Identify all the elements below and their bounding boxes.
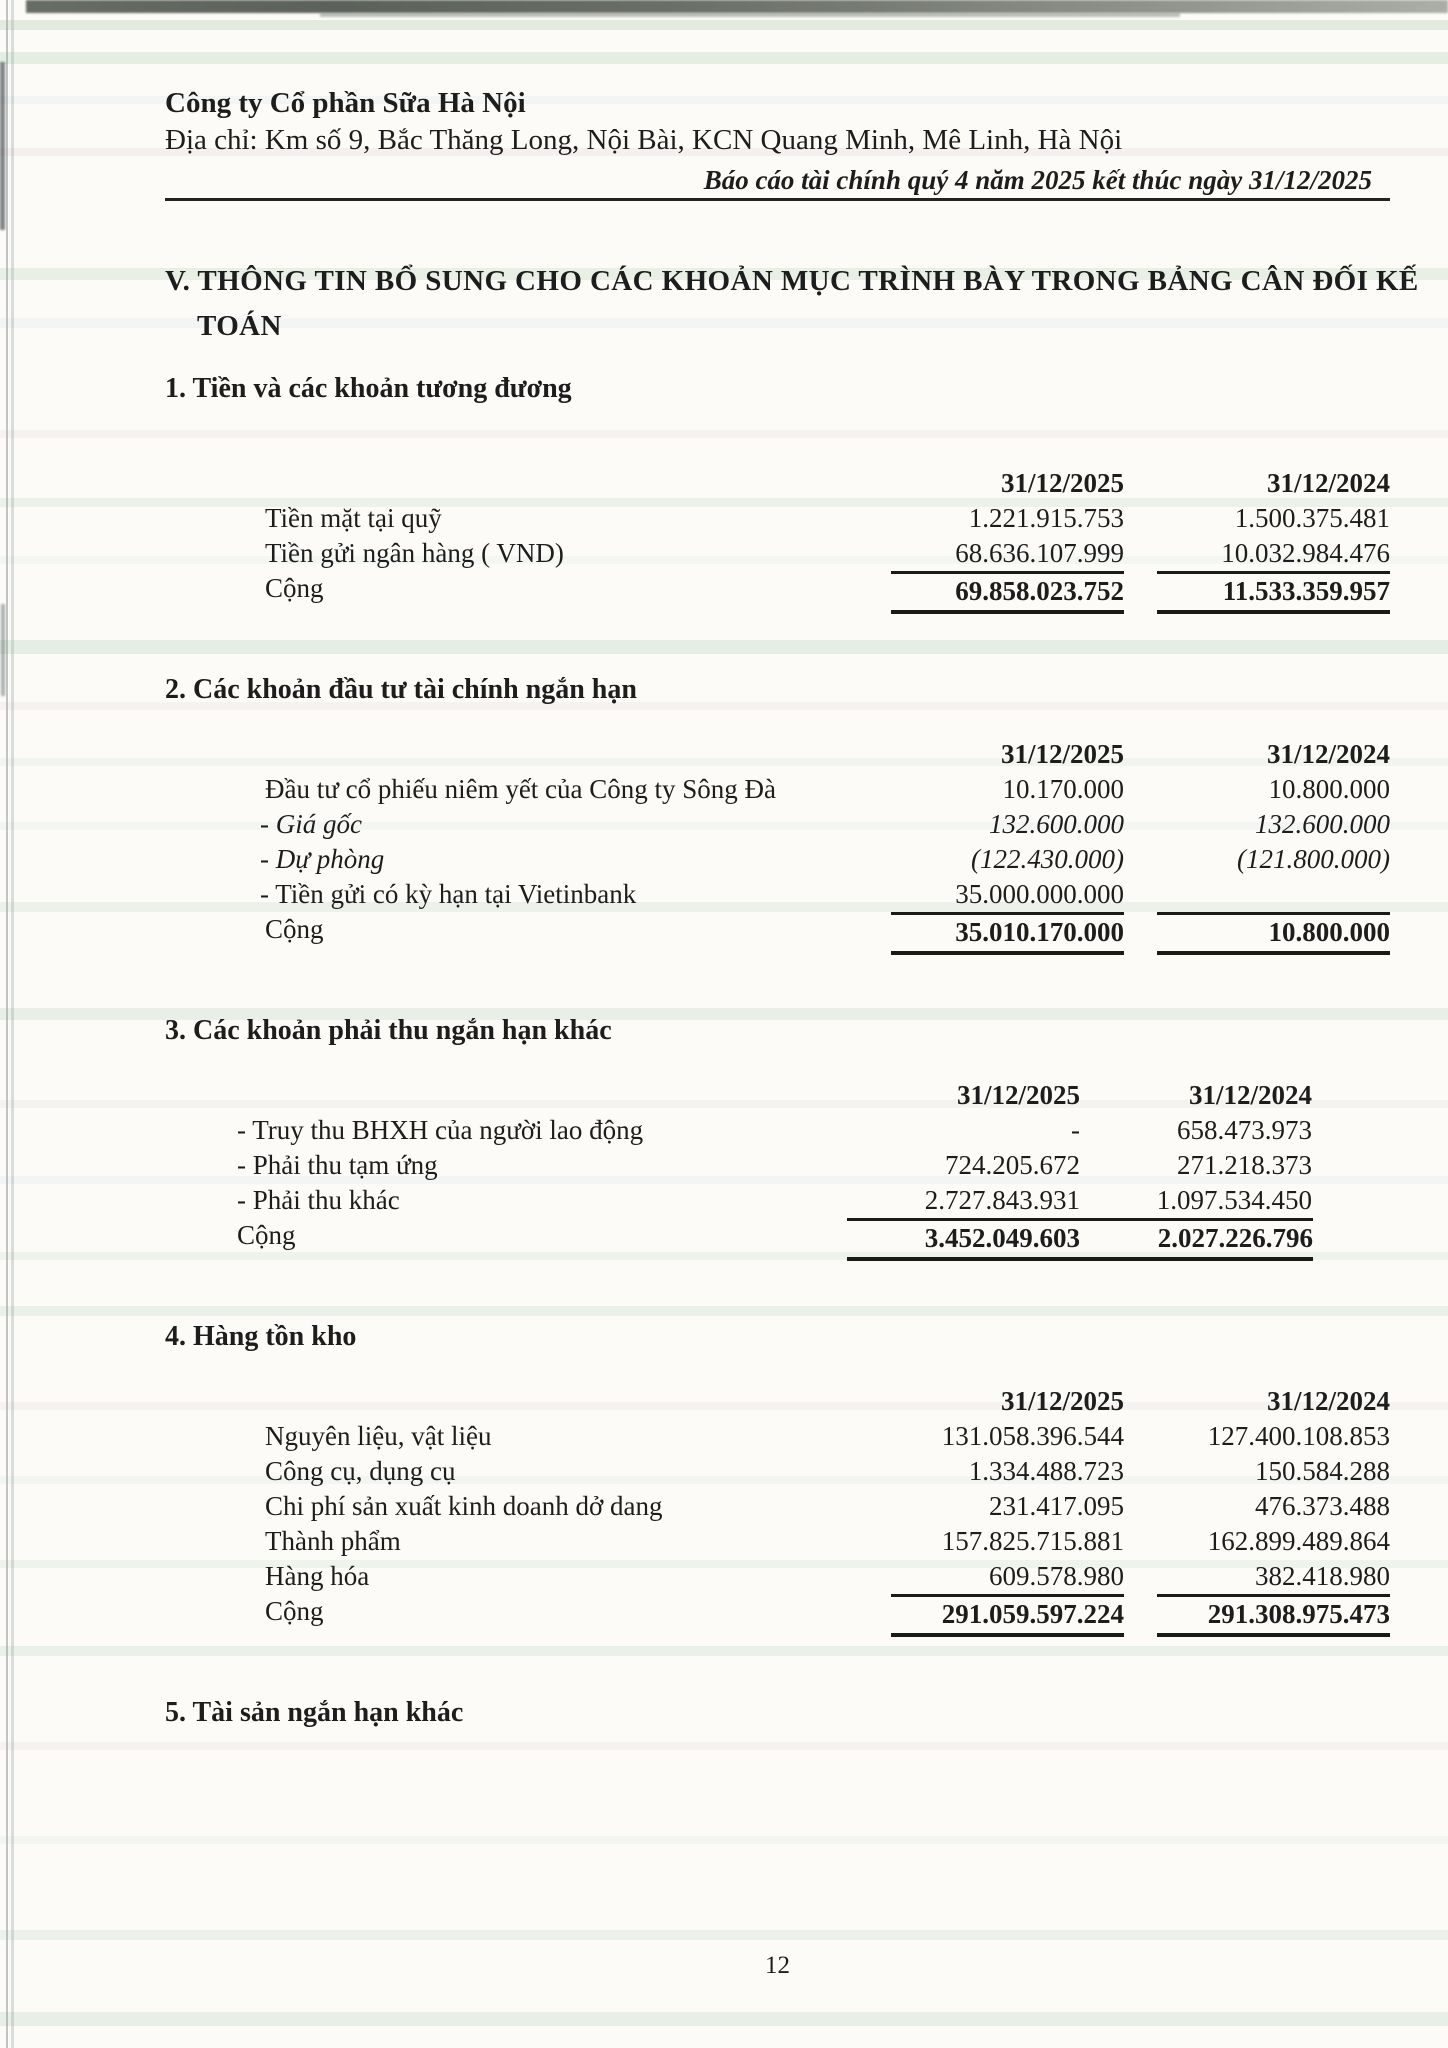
value-prior: 1.097.534.450: [1156, 1185, 1312, 1215]
main-title: [165, 259, 1419, 349]
total-underline-prior: 11.533.359.957: [1157, 571, 1390, 614]
total-label: Cộng: [265, 573, 324, 603]
column-header-current: 31/12/2025: [956, 1080, 1080, 1110]
column-header-spacer: [165, 737, 854, 772]
column-header-prior: 31/12/2024: [1188, 1080, 1312, 1110]
row-label: - Phải thu khác: [237, 1185, 400, 1215]
value-current: 131.058.396.544: [941, 1421, 1124, 1451]
row-label: Chi phí sản xuất kinh doanh dở dang: [265, 1491, 663, 1521]
total-value-current: [854, 571, 1124, 614]
total-value-prior: [1080, 1218, 1312, 1261]
value-prior: 658.473.973: [1177, 1115, 1312, 1145]
scan-streak: [0, 1836, 1448, 1844]
row-label: - Phải thu tạm ứng: [237, 1150, 438, 1180]
company-address: Địa chỉ: Km số 9, Bắc Thăng Long, Nội Bài, KCN Quang Minh, Mê Linh, Hà Nội: [165, 124, 1123, 156]
column-header-spacer: [165, 1384, 854, 1419]
value-prior: 10.800.000: [1268, 774, 1390, 804]
total-label: Cộng: [265, 1596, 324, 1626]
row-label: - Tiền gửi có kỳ hạn tại Vietinbank: [260, 879, 637, 909]
scan-edge-shadow-top-thin: [320, 13, 1180, 17]
total-value-prior: [1124, 912, 1390, 955]
value-current: (122.430.000): [971, 844, 1124, 874]
scan-streak: [0, 20, 1448, 30]
section-inventory: [165, 1319, 1390, 1637]
total-value-prior: [1124, 1594, 1390, 1637]
column-header-prior: 31/12/2024: [1266, 1386, 1390, 1416]
value-current: -: [1071, 1115, 1080, 1145]
total-value-current: [854, 912, 1124, 955]
row-label: - Dự phòng: [260, 844, 385, 874]
value-prior: 476.373.488: [1255, 1491, 1390, 1521]
scan-smudge-left-mid: [1, 604, 5, 696]
total-underline-current: 291.059.597.224: [891, 1594, 1124, 1637]
table-row: [165, 1454, 1390, 1489]
section-table: [165, 466, 1390, 614]
total-value-prior: [1124, 571, 1390, 614]
main-title-line1: V. THÔNG TIN BỔ SUNG CHO CÁC KHOẢN MỤC TRÌNH BÀY TRONG BẢNG CÂN ĐỐI KẾ: [165, 265, 1419, 297]
total-label: Cộng: [265, 914, 324, 944]
row-label: Thành phẩm: [265, 1526, 401, 1556]
section-heading: 3. Các khoản phải thu ngắn hạn khác: [165, 1015, 612, 1046]
table-row: [165, 772, 1390, 807]
scan-edge-line-left: [6, 0, 8, 2048]
value-prior: 162.899.489.864: [1207, 1526, 1390, 1556]
table-row: [165, 877, 1390, 912]
table-row: [165, 1419, 1390, 1454]
value-prior: [1124, 877, 1390, 912]
value-current: 68.636.107.999: [955, 538, 1124, 568]
column-header-row: [165, 1078, 1312, 1113]
row-label: Nguyên liệu, vật liệu: [265, 1421, 492, 1451]
column-header-row: [165, 737, 1390, 772]
column-header-prior: 31/12/2024: [1266, 468, 1390, 498]
value-current: 231.417.095: [989, 1491, 1124, 1521]
row-label: - Giá gốc: [260, 809, 362, 839]
value-prior: 150.584.288: [1255, 1456, 1390, 1486]
section-heading: 4. Hàng tồn kho: [165, 1321, 357, 1352]
value-current: 2.727.843.931: [924, 1185, 1080, 1215]
page-number: 12: [765, 1952, 790, 1979]
total-label: Cộng: [237, 1220, 296, 1250]
column-header-current: 31/12/2025: [1000, 1386, 1124, 1416]
total-row: [165, 912, 1390, 955]
section-short-term-financial-investments: [165, 672, 1390, 955]
scan-streak: [0, 52, 1448, 64]
column-header-current: 31/12/2025: [1000, 468, 1124, 498]
section-cash-and-equivalents: [165, 371, 1390, 614]
column-header-current: 31/12/2025: [1000, 739, 1124, 769]
value-prior: 132.600.000: [1255, 809, 1390, 839]
column-header-spacer: [165, 466, 854, 501]
section-other-short-term-assets: [165, 1695, 1390, 1730]
table-row: [165, 807, 1390, 842]
table-row: [165, 1148, 1312, 1183]
row-label: - Truy thu BHXH của người lao động: [237, 1115, 644, 1145]
table-row: [165, 1559, 1390, 1594]
page-content: [165, 86, 1419, 1730]
table-row: [165, 1183, 1312, 1218]
table-row: [165, 1524, 1390, 1559]
company-name: Công ty Cổ phần Sữa Hà Nội: [165, 87, 526, 119]
total-row: [165, 571, 1390, 614]
table-row: [165, 501, 1390, 536]
row-label: Công cụ, dụng cụ: [265, 1456, 456, 1486]
value-prior: 127.400.108.853: [1207, 1421, 1390, 1451]
total-value-current: [810, 1218, 1080, 1261]
section-heading: 5. Tài sản ngắn hạn khác: [165, 1697, 464, 1728]
total-underline-prior: 10.800.000: [1157, 912, 1390, 955]
total-row: [165, 1218, 1312, 1261]
total-underline-prior: 2.027.226.796: [1080, 1218, 1313, 1261]
total-underline-current: 3.452.049.603: [847, 1218, 1080, 1261]
value-prior: 1.500.375.481: [1234, 503, 1390, 533]
value-current: 10.170.000: [1002, 774, 1124, 804]
row-label: Hàng hóa: [265, 1561, 370, 1591]
section-table: [165, 1078, 1312, 1261]
section-heading: 2. Các khoản đầu tư tài chính ngắn hạn: [165, 674, 637, 705]
report-title: Báo cáo tài chính quý 4 năm 2025 kết thúc ngày 31/12/2025: [703, 165, 1372, 195]
column-header-row: [165, 466, 1390, 501]
section-other-short-term-receivables: [165, 1013, 1390, 1261]
sections-container: [165, 371, 1390, 1730]
section-table: [165, 1384, 1390, 1637]
value-current: 1.221.915.753: [968, 503, 1124, 533]
value-prior: 382.418.980: [1255, 1561, 1390, 1591]
scan-streak: [0, 2012, 1448, 2026]
value-current: 724.205.672: [945, 1150, 1080, 1180]
value-current: 35.000.000.000: [955, 879, 1124, 909]
scan-edge-line-left-2: [11, 0, 14, 2048]
header-rule: [165, 198, 1390, 201]
scan-streak: [0, 1930, 1448, 1940]
row-label: Đầu tư cổ phiếu niêm yết của Công ty Sông Đà: [265, 774, 777, 804]
total-underline-current: 69.858.023.752: [891, 571, 1124, 614]
scan-streak: [0, 1742, 1448, 1750]
table-row: [165, 1489, 1390, 1524]
value-current: 609.578.980: [989, 1561, 1124, 1591]
section-heading: 1. Tiền và các khoản tương đương: [165, 373, 572, 404]
value-current: 132.600.000: [989, 809, 1124, 839]
column-header-spacer: [165, 1078, 810, 1113]
scan-edge-shadow-top: [26, 0, 1448, 13]
row-label: Tiền mặt tại quỹ: [265, 503, 442, 533]
value-current: 157.825.715.881: [941, 1526, 1124, 1556]
value-prior: 271.218.373: [1177, 1150, 1312, 1180]
value-current: 1.334.488.723: [968, 1456, 1124, 1486]
table-row: [165, 536, 1390, 571]
total-underline-current: 35.010.170.000: [891, 912, 1124, 955]
total-value-current: [854, 1594, 1124, 1637]
total-underline-prior: 291.308.975.473: [1157, 1594, 1390, 1637]
row-label: Tiền gửi ngân hàng ( VND): [265, 538, 564, 568]
section-table: [165, 737, 1390, 955]
value-prior: (121.800.000): [1237, 844, 1390, 874]
value-prior: 10.032.984.476: [1221, 538, 1390, 568]
column-header-row: [165, 1384, 1390, 1419]
scan-smudge-left-top: [0, 62, 5, 230]
table-row: [165, 1113, 1312, 1148]
main-title-line2: TOÁN: [197, 310, 282, 342]
total-row: [165, 1594, 1390, 1637]
column-header-prior: 31/12/2024: [1266, 739, 1390, 769]
table-row: [165, 842, 1390, 877]
